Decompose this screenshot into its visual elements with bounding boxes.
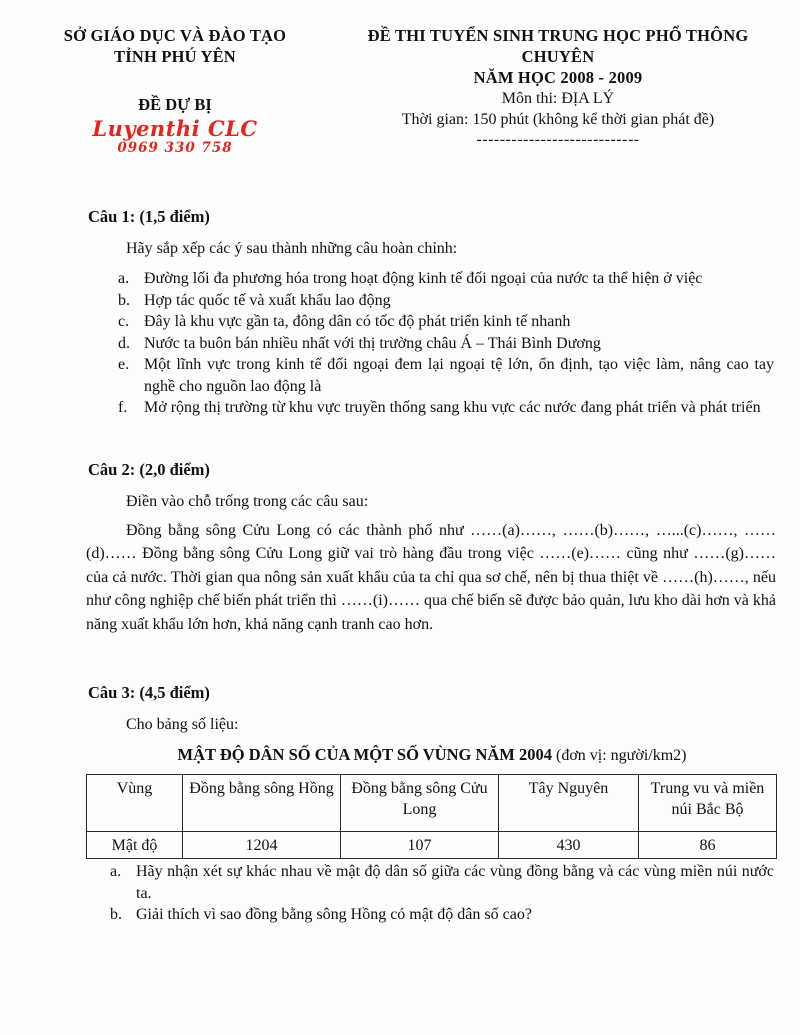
exam-title-line1: ĐỀ THI TUYỂN SINH TRUNG HỌC PHỔ THÔNG CHUYÊN [367,26,749,66]
table-header-row [87,775,777,832]
value-cell: 86 [639,832,777,859]
exam-type-label: ĐỀ DỰ BỊ [138,95,212,114]
divider-dashes: ---------------------------- [476,131,640,148]
item-text: Đây là khu vực gần ta, đông dân có tốc độ phát triển kinh tế nhanh [144,313,571,330]
question-3-heading: Câu 3: (4,5 điểm) [88,683,210,702]
item-text: Hợp tác quốc tế và xuất khẩu lao động [144,291,391,309]
table-header-cell: Đồng bằng sông Hồng [183,775,341,832]
table-header-cell: Trung vu và miền núi Bắc Bộ [639,775,777,832]
province-name: TỈNH PHÚ YÊN [114,47,236,66]
question-1-list [88,268,776,419]
table-header-cell: Đồng bằng sông Cửu Long [341,775,499,832]
population-density-table [86,774,777,859]
item-label: f. [118,399,128,416]
duration-line: Thời gian: 150 phút (không kể thời gian phát đề) [401,111,715,128]
item-text: Mở rộng thị trường từ khu vực truyền thống sang khu vực các nước đang phát triển và phát triển [144,399,761,416]
department-name: SỞ GIÁO DỤC VÀ ĐÀO TẠO [63,26,287,45]
table-title-main: MẬT ĐỘ DÂN SỐ CỦA MỘT SỐ VÙNG NĂM 2004 [177,745,552,764]
row-label-cell: Mật độ [87,832,183,859]
list-item [88,904,776,926]
list-item [88,290,776,312]
coaching-center-logo: Luyenthi CLC [92,116,258,141]
header-right-block [330,25,800,156]
item-label: a. [110,863,122,880]
exam-title-line2: NĂM HỌC 2008 - 2009 [473,68,643,87]
list-item [88,397,776,419]
table-title [88,744,776,767]
list-item [88,268,776,290]
table-header-cell: Tây Nguyên [499,775,639,832]
value-cell: 107 [341,832,499,859]
question-1-heading: Câu 1: (1,5 điểm) [88,207,210,226]
question-3-intro: Cho bảng số liệu: [126,716,239,733]
item-text: Giải thích vì sao đồng bằng sông Hồng có mật độ dân số cao? [136,906,532,923]
document-body [0,206,800,926]
subject-line: Môn thi: ĐỊA LÝ [501,90,615,107]
item-label: c. [118,313,130,330]
table-title-unit: (đơn vị: người/km2) [552,747,687,764]
item-label: b. [110,906,122,923]
value-cell: 1204 [183,832,341,859]
item-text: Một lĩnh vực trong kinh tế đối ngoại đem lại ngoại tệ lớn, ổn định, tạo việc làm, nâng cao tay nghề cho nguồn lao động là [144,356,774,395]
question-1-intro: Hãy sắp xếp các ý sau thành những câu hoàn chỉnh: [126,240,458,257]
item-label: b. [118,291,130,309]
item-text: Đường lối đa phương hóa trong hoạt động kinh tế đối ngoại của nước ta thể hiện ở việc [144,270,703,287]
table-header-cell: Vùng [87,775,183,832]
header-left-block [0,25,330,156]
question-3-list [88,861,776,926]
value-cell: 430 [499,832,639,859]
question-2-heading: Câu 2: (2,0 điểm) [88,459,210,479]
phone-number: 0969 330 758 [117,140,233,156]
item-text: Nước ta buôn bán nhiều nhất với thị trường châu Á – Thái Bình Dương [144,334,601,352]
item-text: Hãy nhận xét sự khác nhau về mật độ dân số giữa các vùng đồng bằng và các vùng miền núi nước ta. [136,863,774,902]
list-item [88,354,776,397]
list-item [88,311,776,333]
item-label: d. [118,334,130,352]
fill-in-blank-paragraph: Đồng bằng sông Cửu Long có các thành phố như ……(a)……, ……(b)……, …...(c)……, ……(d)…… Đồng bằng sông Cửu Long giữ vai trò hàng đầu trong việc ……(e)…… cũng như ……(g)…… của cả nước. Thời gian qua nông sản xuất khẩu của ta chỉ qua sơ chế, nên bị thua thiệt về ……(h)……, nếu như công nghiệp chế biến phát triển thì ……(i)…… qua chế biến sẽ được bảo quản, lưu kho dài hơn và khả năng xuất khẩu lớn hơn, khả năng cạnh tranh cao hơn. [86,521,776,633]
table-data-row [87,832,777,859]
item-label: e. [118,356,130,373]
list-item [88,861,776,904]
list-item [88,333,776,355]
question-2-intro: Điền vào chỗ trống trong các câu sau: [126,492,369,510]
item-label: a. [118,270,130,287]
document-header [0,0,800,156]
